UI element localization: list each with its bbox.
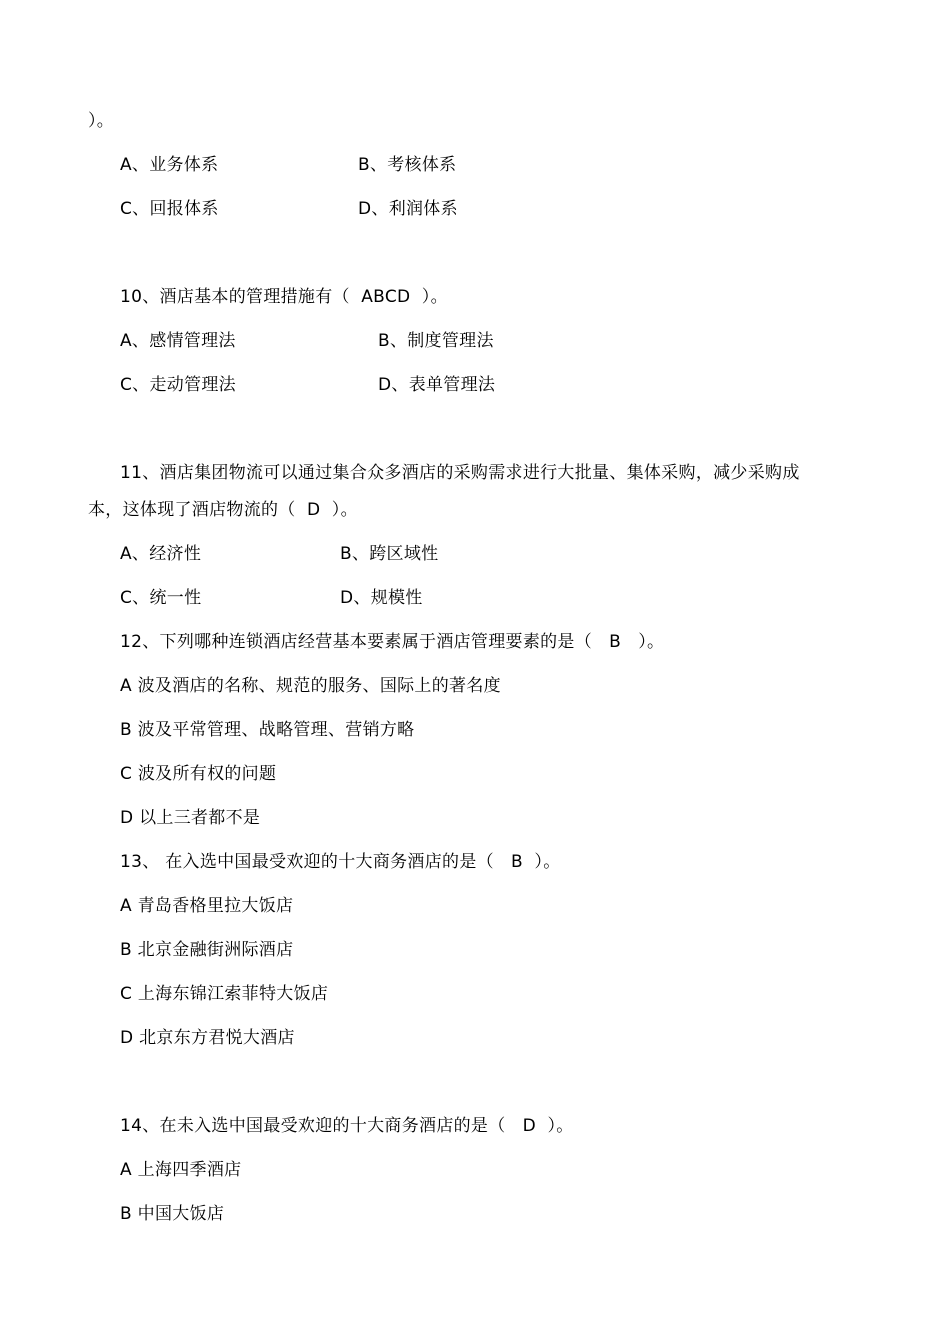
q13-option-a: A 青岛香格里拉大饭店: [120, 896, 294, 916]
q11-option-b: B、跨区域性: [340, 544, 439, 564]
q13-option-b: B 北京金融街洲际酒店: [120, 940, 294, 960]
q10-option-a: A、感情管理法: [120, 331, 236, 351]
q14-option-a: A 上海四季酒店: [120, 1160, 242, 1180]
q13-option-c: C 上海东锦江索菲特大饭店: [120, 984, 329, 1004]
q11-option-c: C、统一性: [120, 588, 202, 608]
q12-option-c: C 波及所有权的问题: [120, 764, 277, 784]
q9-option-a: A、业务体系: [120, 155, 219, 175]
question-13: 13、 在入选中国最受欢迎的十大商务酒店的是（ B ）。: [120, 852, 561, 872]
question-14: 14、在未入选中国最受欢迎的十大商务酒店的是（ D ）。: [120, 1116, 574, 1136]
q11-option-a: A、经济性: [120, 544, 202, 564]
q12-option-d: D 以上三者都不是: [120, 808, 261, 828]
q12-option-b: B 波及平常管理、战略管理、营销方略: [120, 720, 415, 740]
question-9-tail: ）。: [88, 111, 115, 131]
q10-option-d: D、表单管理法: [378, 375, 496, 395]
question-11-line-1: 11、酒店集团物流可以通过集合众多酒店的采购需求进行大批量、集体采购，减少采购成: [120, 463, 800, 483]
q10-option-b: B、制度管理法: [378, 331, 494, 351]
question-11-line-2: 本，这体现了酒店物流的（ D ）。: [88, 500, 358, 520]
question-12: 12、下列哪种连锁酒店经营基本要素属于酒店管理要素的是（ B ）。: [120, 632, 665, 652]
q9-option-b: B、考核体系: [358, 155, 457, 175]
q9-option-c: C、回报体系: [120, 199, 219, 219]
q14-option-b: B 中国大饭店: [120, 1204, 225, 1224]
q10-option-c: C、走动管理法: [120, 375, 236, 395]
q13-option-d: D 北京东方君悦大酒店: [120, 1028, 295, 1048]
q12-option-a: A 波及酒店的名称、规范的服务、国际上的著名度: [120, 676, 501, 696]
q11-option-d: D、规模性: [340, 588, 423, 608]
question-10: 10、酒店基本的管理措施有（ ABCD ）。: [120, 287, 448, 307]
q9-option-d: D、利润体系: [358, 199, 458, 219]
